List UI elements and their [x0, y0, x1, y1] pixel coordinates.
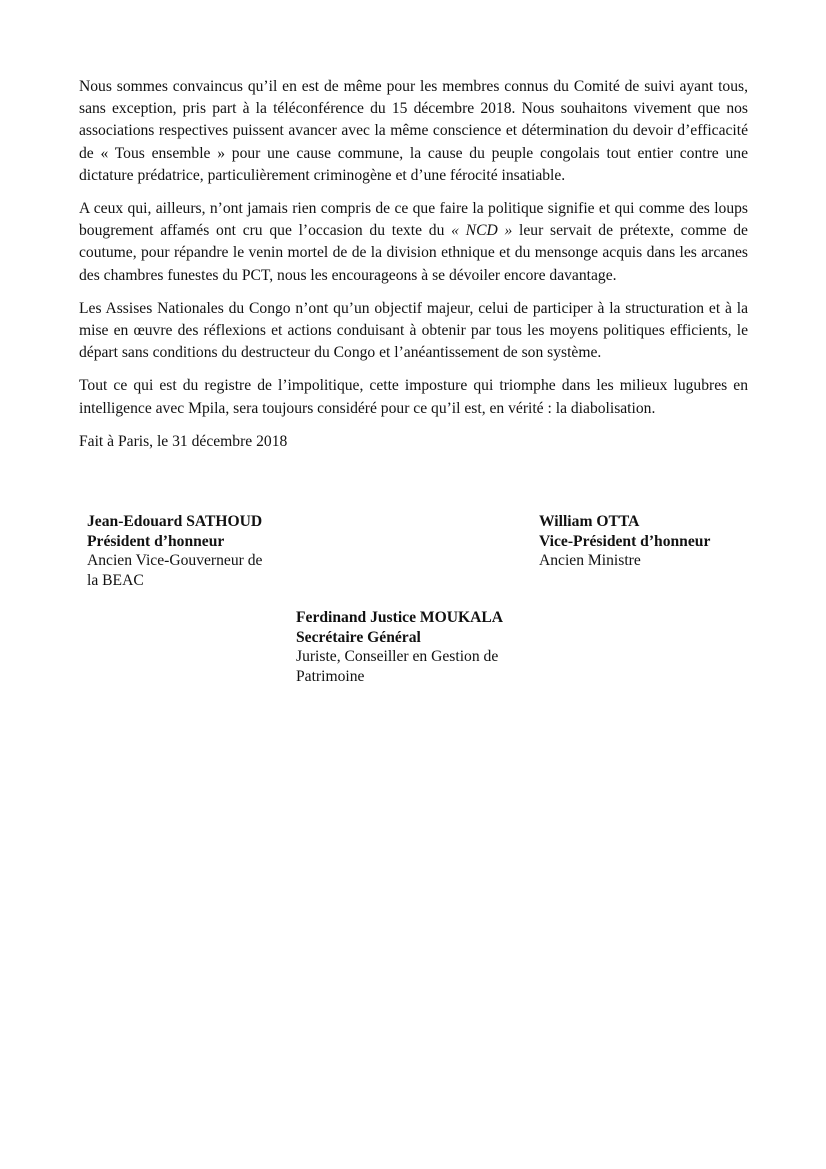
signature-block-president [87, 512, 287, 590]
signatory-role: Président d’honneur [87, 532, 225, 550]
paragraph-assises-objective: Les Assises Nationales du Congo n’ont qu’un objectif majeur, celui de participer à la structuration et à la mise en œuvre des réflexions et actions conduisant à obtenir par tous les moyens politiques efficients, le départ sans conditions du destructeur du Congo et l’anéantissement de son système. [79, 299, 748, 362]
place-and-date: Fait à Paris, le 31 décembre 2018 [79, 432, 288, 450]
signatory-title: Ancien Ministre [539, 552, 641, 569]
signatory-role: Secrétaire Général [296, 628, 421, 646]
paragraph-committee-conviction: Nous sommes convaincus qu’il en est de même pour les membres connus du Comité de suivi ayant tous, sans exception, pris part à la téléconférence du 15 décembre 2018. Nous souhaitons vivement que nos associations respectives puissent avancer avec la même conscience et détermination du devoir d’efficacité de « Tous ensemble » pour une cause commune, la cause du peuple congolais tout entier contre une dictature prédatrice, particulièrement criminogène et d’une férocité insatiable. [79, 78, 748, 184]
signatory-title-continued: la BEAC [87, 571, 144, 589]
signatory-title: Ancien Vice-Gouverneur de [87, 552, 263, 569]
signature-block-vice-president [539, 512, 769, 571]
signatory-name: Jean-Edouard SATHOUD [87, 513, 263, 530]
paragraph-ncd-text-end: leur servait de prétexte, comme de coutume, pour répandre le venin mortel de de la division ethnique et du mensonge acquis dans les arcanes des chambres funestes du PCT, nous les encourageons à se dévoiler encore davantage. [79, 222, 748, 284]
signatory-title-continued: Patrimoine [296, 667, 365, 685]
paragraph-ncd-text-start: A ceux qui, ailleurs, n’ont jamais rien compris de ce que faire la politique signifie et qui comme des loups bougrement affamés ont cru que l’occasion du texte du [79, 200, 748, 240]
letter-body [79, 76, 748, 453]
signatory-role: Vice-Président d’honneur [539, 532, 711, 550]
signatory-name: Ferdinand Justice MOUKALA [296, 609, 504, 626]
paragraph-ncd-critics [79, 198, 748, 287]
paragraph-impolitique: Tout ce qui est du registre de l’impolitique, cette imposture qui triomphe dans les milieux lugubres en intelligence avec Mpila, sera toujours considéré pour ce qu’il est, en vérité : la diabolisation. [79, 377, 748, 417]
signature-block-secretary-general [296, 608, 536, 686]
ncd-reference: « NCD » [451, 222, 513, 240]
signatory-name: William OTTA [539, 513, 640, 530]
signatory-title: Juriste, Conseiller en Gestion de [296, 648, 499, 665]
